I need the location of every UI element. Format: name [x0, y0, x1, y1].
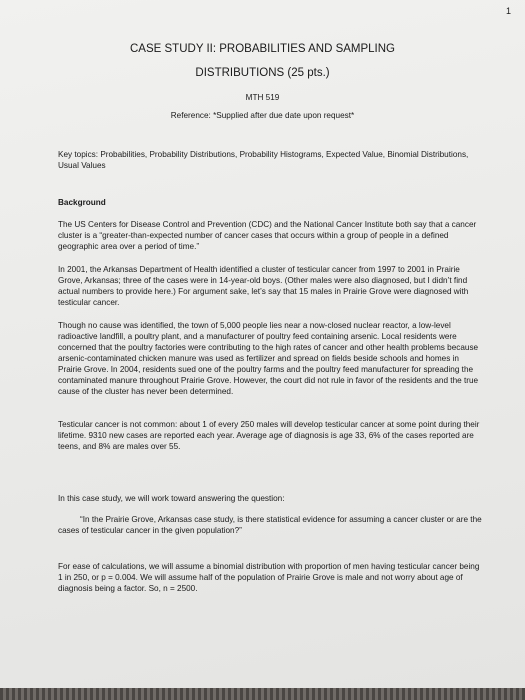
case-study-intro: In this case study, we will work toward answering the question: [58, 494, 285, 503]
case-study-question: “In the Prairie Grove, Arkansas case study, is there statistical evidence for assuming a cancer cluster or are the cases of testicular cancer in the given population?” [58, 515, 482, 535]
paragraph-cancer-cluster-definition: The US Centers for Disease Control and Prevention (CDC) and the National Cancer Institute both say that a cancer cluster is a “greater-than-expected number of cancer cases that occurs within a group of people in a defined geographic area over a period of time.” [58, 220, 477, 251]
background-heading: Background [58, 198, 106, 207]
paragraph-possible-causes: Though no cause was identified, the town of 5,000 people lies near a now-closed nuclear reactor, a low-level radioactive landfill, a poultry plant, and a manufacturer of poultry feed containing arsenic. Local residents were concerned that the poultry factories were contributing to the high rates of cancer and other health problems because arsenic-contaminated chicken manure was used as fertilizer and spread on fields beside schools and homes in Prairie Grove. In 2004, residents sued one of the poultry farms and the poultry feed manufacturer for spreading the contaminated manure throughout Prairie Grove. However, the court did not rule in favor of the residents and the true cause of the cluster has never been determined. [58, 321, 479, 396]
paragraph-testicular-cancer-stats: Testicular cancer is not common: about 1 of every 250 males will develop testicular cancer at some point during their lifetime. 9310 new cases are reported each year. Average age of diagnosis is age 33, 6% of the cases reported are teens, and 8% are males over 55. [58, 420, 480, 451]
table-surface-edge [0, 688, 525, 700]
assumptions-paragraph: For ease of calculations, we will assume a binomial distribution with proportion of men having testicular cancer being 1 in 250, or p = 0.004. We will assume half of the population of Prairie Grove is male and not worry about age of diagnosis being a factor. So, n = 2500. [58, 562, 480, 593]
key-topics: Key topics: Probabilities, Probability Distributions, Probability Histograms, Expected Value, Binomial Distributions, Usual Values [58, 150, 469, 170]
document-title-line-2: DISTRIBUTIONS (25 pts.) [195, 67, 330, 79]
document-title-line-1: CASE STUDY II: PROBABILITIES AND SAMPLING [130, 43, 395, 55]
page-number: 1 [505, 6, 511, 16]
paragraph-arkansas-cluster: In 2001, the Arkansas Department of Health identified a cluster of testicular cancer from 1997 to 2001 in Prairie Grove, Arkansas; three of the cases were in 14-year-old boys. (Other males were also diagnosed, but I didn’t find actual numbers to provide here.) For argument sake, let’s say that 15 males in Prairie Grove were diagnosed with testicular cancer. [58, 265, 469, 307]
reference-line: Reference: *Supplied after due date upon request* [170, 111, 355, 120]
course-code: MTH 519 [245, 93, 280, 102]
